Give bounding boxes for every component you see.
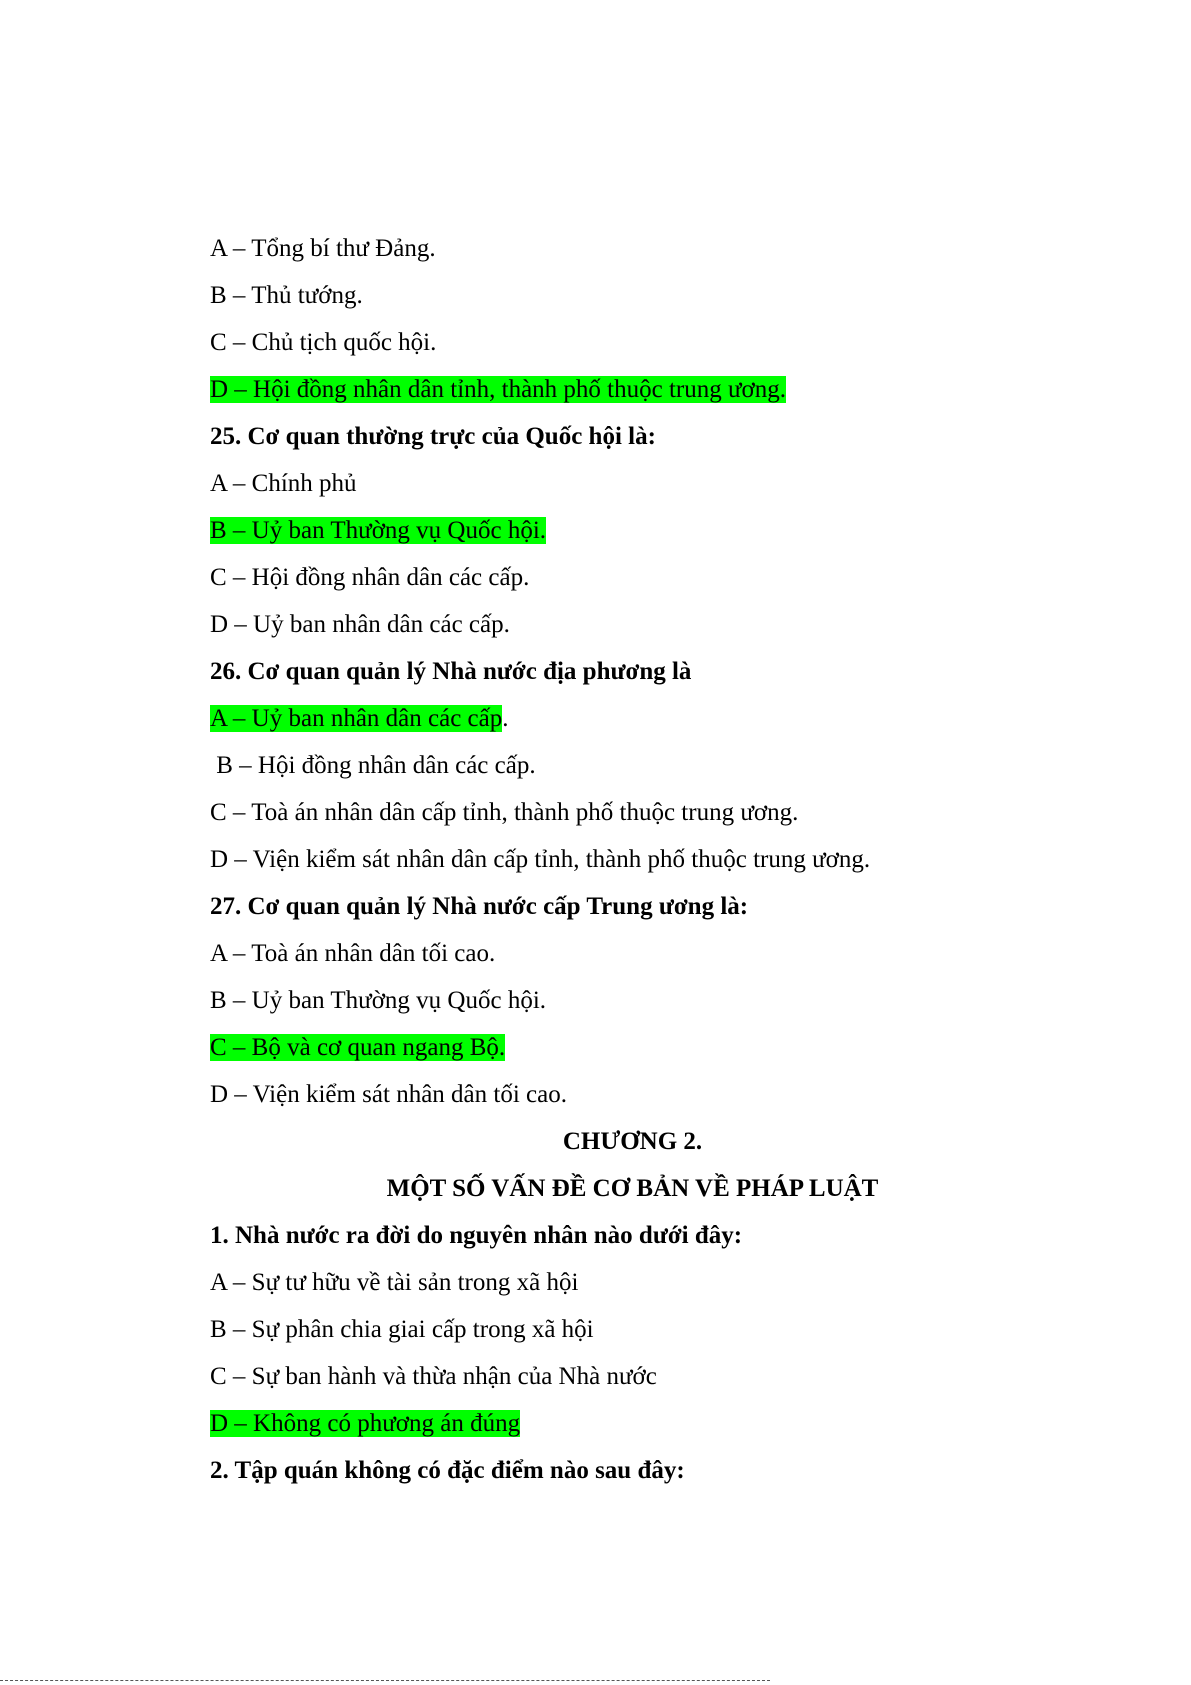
c2-q1-option-c: C – Sự ban hành và thừa nhận của Nhà nước (210, 1363, 657, 1390)
c2-q1-option-a: A – Sự tư hữu về tài sản trong xã hội (210, 1269, 579, 1296)
q26-option-d: D – Viện kiểm sát nhân dân cấp tỉnh, thành phố thuộc trung ương. (210, 846, 871, 873)
q24-option-b: B – Thủ tướng. (210, 282, 363, 309)
q25-option-d: D – Uỷ ban nhân dân các cấp. (210, 611, 510, 638)
q25-answer-highlight: B – Uỷ ban Thường vụ Quốc hội. (210, 517, 547, 544)
q25-option-c: C – Hội đồng nhân dân các cấp. (210, 564, 530, 591)
q27-option-d: D – Viện kiểm sát nhân dân tối cao. (210, 1081, 567, 1108)
q27-option-c (210, 1033, 505, 1063)
chapter-title: MỘT SỐ VẤN ĐỀ CƠ BẢN VỀ PHÁP LUẬT (386, 1175, 879, 1202)
c2-q2-question: 2. Tập quán không có đặc điểm nào sau đây: (210, 1457, 685, 1484)
c2-q1-question: 1. Nhà nước ra đời do nguyên nhân nào dưới đây: (210, 1222, 743, 1249)
q26-option-b: B – Hội đồng nhân dân các cấp. (210, 752, 536, 779)
q26-option-c: C – Toà án nhân dân cấp tỉnh, thành phố thuộc trung ương. (210, 799, 799, 826)
q24-option-d (210, 375, 786, 405)
q26-question: 26. Cơ quan quản lý Nhà nước địa phương là (210, 658, 692, 685)
q27-option-b: B – Uỷ ban Thường vụ Quốc hội. (210, 987, 547, 1014)
q27-answer-highlight: C – Bộ và cơ quan ngang Bộ. (210, 1034, 506, 1061)
q24-option-c: C – Chủ tịch quốc hội. (210, 329, 437, 356)
q24-answer-highlight: D – Hội đồng nhân dân tỉnh, thành phố thuộc trung ương. (210, 376, 787, 403)
page-bottom-rule (0, 1680, 770, 1681)
q26-option-a-tail: . (502, 705, 509, 732)
q27-option-a: A – Toà án nhân dân tối cao. (210, 940, 496, 967)
q25-question: 25. Cơ quan thường trực của Quốc hội là: (210, 423, 656, 450)
c2-q1-option-d (210, 1409, 520, 1439)
q25-option-b (210, 516, 546, 546)
q25-option-a: A – Chính phủ (210, 470, 357, 497)
q26-answer-highlight: A – Uỷ ban nhân dân các cấp (210, 705, 503, 732)
q26-option-a (210, 704, 509, 734)
chapter-number: CHƯƠNG 2. (562, 1128, 703, 1155)
q27-question: 27. Cơ quan quản lý Nhà nước cấp Trung ương là: (210, 893, 749, 920)
c2-q1-answer-highlight: D – Không có phương án đúng (210, 1410, 521, 1437)
q24-option-a: A – Tổng bí thư Đảng. (210, 235, 436, 262)
c2-q1-option-b: B – Sự phân chia giai cấp trong xã hội (210, 1316, 594, 1343)
